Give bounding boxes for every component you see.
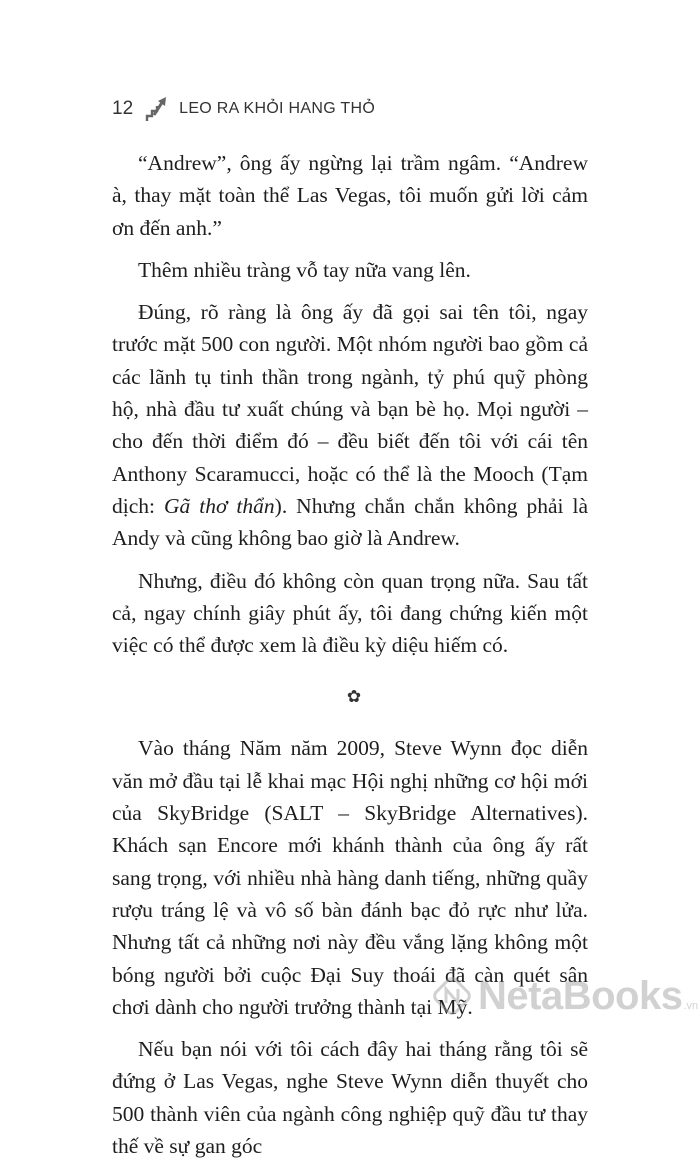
watermark-suffix: .vn — [683, 1000, 699, 1012]
paragraph: “Andrew”, ông ấy ngừng lại trầm ngâm. “Andrew à, thay mặt toàn thể Las Vegas, tôi muốn gửi lời cảm ơn đến anh.” — [112, 151, 588, 240]
italic-translation: Gã thơ thẩn — [163, 493, 275, 518]
running-title: LEO RA KHỎI HANG THỎ — [179, 100, 376, 117]
watermark-text: NetaBooks — [478, 973, 683, 1018]
paragraph-text: ). Nhưng chắn chắn không phải là Andy và cũng không bao giờ là Andrew. — [112, 493, 588, 551]
paragraph: Nhưng, điều đó không còn quan trọng nữa. Sau tất cả, ngay chính giây phút ấy, tôi đang chứng kiến một việc có thể được xem là điều kỳ diệu hiếm có. — [112, 568, 588, 658]
page-header — [112, 95, 375, 123]
paragraph — [112, 296, 588, 554]
stairs-arrow-icon — [145, 95, 169, 123]
watermark — [432, 968, 700, 1024]
page-number: 12 — [112, 98, 134, 119]
flower-separator-icon: ✿ — [346, 687, 362, 708]
paragraph: Thêm nhiều tràng vỗ tay nữa vang lên. — [138, 257, 471, 282]
paragraph: Nếu bạn nói với tôi cách đây hai tháng rằng tôi sẽ đứng ở Las Vegas, nghe Steve Wynn diễn thuyết cho 500 thành viên của ngành công nghiệp quỹ đầu tư thay thế về sự gan góc — [112, 1037, 588, 1159]
paragraph-text: Đúng, rõ ràng là ông ấy đã gọi sai tên tôi, ngay trước mặt 500 con người. Một nhóm người bao gồm cả các lãnh tụ tinh thần trong ngành, tỷ phú quỹ phòng hộ, nhà đầu tư xuất chúng và bạn bè họ. Mọi người – cho đến thời điểm đó – đều biết đến tôi với cái tên Anthony Scaramucci, hoặc có thể là the Mooch (Tạm dịch: — [112, 300, 588, 518]
netabooks-logo-icon — [432, 976, 472, 1016]
paragraph: Vào tháng Năm năm 2009, Steve Wynn đọc diễn văn mở đầu tại lễ khai mạc Hội nghị những cơ hội mới của SkyBridge (SALT – SkyBridge Alternatives). Khách sạn Encore mới khánh thành của ông ấy rất sang trọng, với nhiều nhà hàng danh tiếng, những quầy rượu tráng lệ và vô số bàn đánh bạc đỏ rực như lửa. Nhưng tất cả những nơi này đều vắng lặng không một bóng người bởi cuộc Đại Suy thoái đã càn quét sân chơi dành cho người trưởng thành tại Mỹ. — [112, 736, 588, 1019]
